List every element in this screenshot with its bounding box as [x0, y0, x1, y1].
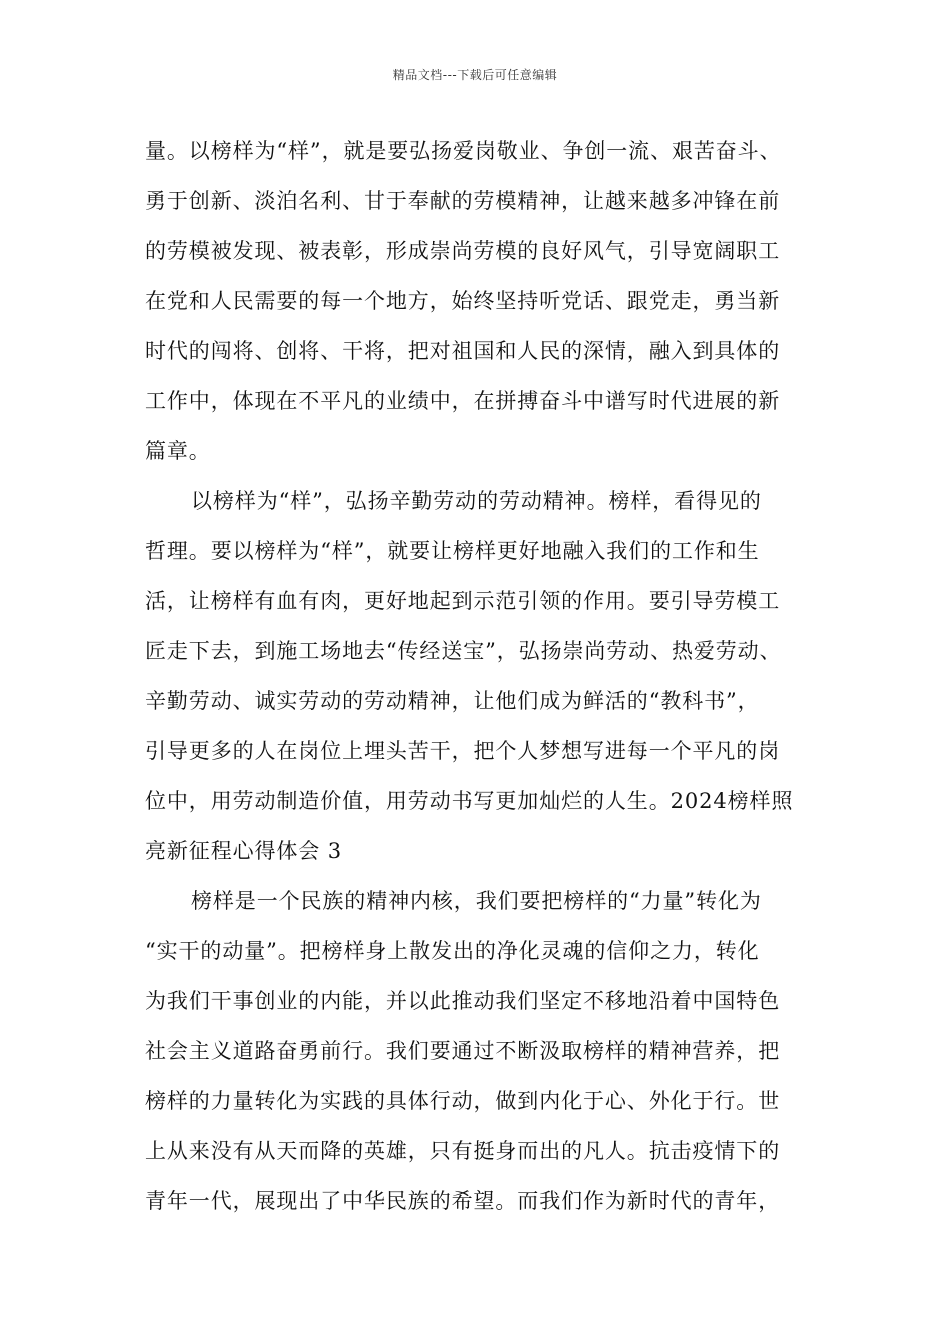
paragraph-line: 位中，用劳动制造价值，用劳动书写更加灿烂的人生。2024榜样照 — [145, 789, 794, 813]
paragraph-line: 辛勤劳动、诚实劳动的劳动精神，让他们成为鲜活的“教科书”， — [145, 689, 760, 713]
paragraph-line: “实干的动量”。把榜样身上散发出的净化灵魂的信仰之力，转化 — [145, 939, 760, 963]
paragraph-2 — [145, 476, 835, 876]
paragraph-line: 量。以榜样为“样”，就是要弘扬爱岗敬业、争创一流、艰苦奋斗、 — [145, 139, 782, 163]
paragraph-line: 为我们干事创业的内能，并以此推动我们坚定不移地沿着中国特色 — [145, 989, 781, 1013]
paragraph-line: 在党和人民需要的每一个地方，始终坚持听党话、跟党走，勇当新 — [145, 289, 781, 313]
paragraph-line: 勇于创新、淡泊名利、甘于奉献的劳模精神，让越来越多冲锋在前 — [145, 189, 781, 213]
paragraph-line: 引导更多的人在岗位上埋头苦干，把个人梦想写进每一个平凡的岗 — [145, 739, 781, 763]
paragraph-line: 的劳模被发现、被表彰，形成崇尚劳模的良好风气，引导宽阔职工 — [145, 239, 781, 263]
paragraph-line: 榜样是一个民族的精神内核，我们要把榜样的“力量”转化为 — [191, 889, 762, 913]
paragraph-line: 时代的闯将、创将、干将，把对祖国和人民的深情，融入到具体的 — [145, 339, 781, 363]
paragraph-line: 工作中，体现在不平凡的业绩中，在拼搏奋斗中谱写时代进展的新 — [145, 389, 781, 413]
paragraph-line: 篇章。 — [145, 439, 211, 463]
paragraph-line: 活，让榜样有血有肉，更好地起到示范引领的作用。要引导劳模工 — [145, 589, 781, 613]
paragraph-line: 上从来没有从天而降的英雄，只有挺身而出的凡人。抗击疫情下的 — [145, 1139, 781, 1163]
paragraph-line: 青年一代，展现出了中华民族的希望。而我们作为新时代的青年， — [145, 1189, 781, 1213]
paragraph-line: 匠走下去，到施工场地去“传经送宝”，弘扬崇尚劳动、热爱劳动、 — [145, 639, 782, 663]
paragraph-line: 社会主义道路奋勇前行。我们要通过不断汲取榜样的精神营养，把 — [145, 1039, 781, 1063]
paragraph-line: 哲理。要以榜样为“样”，就要让榜样更好地融入我们的工作和生 — [145, 539, 760, 563]
paragraph-1 — [145, 126, 835, 476]
document-body — [145, 126, 835, 1226]
paragraph-line: 以榜样为“样”，弘扬辛勤劳动的劳动精神。榜样，看得见的 — [191, 489, 762, 513]
paragraph-3 — [145, 876, 835, 1226]
paragraph-line: 榜样的力量转化为实践的具体行动，做到内化于心、外化于行。世 — [145, 1089, 781, 1113]
page-header: 精品文档---下载后可任意编辑 — [392, 68, 558, 82]
paragraph-line: 亮新征程心得体会 3 — [145, 839, 343, 863]
